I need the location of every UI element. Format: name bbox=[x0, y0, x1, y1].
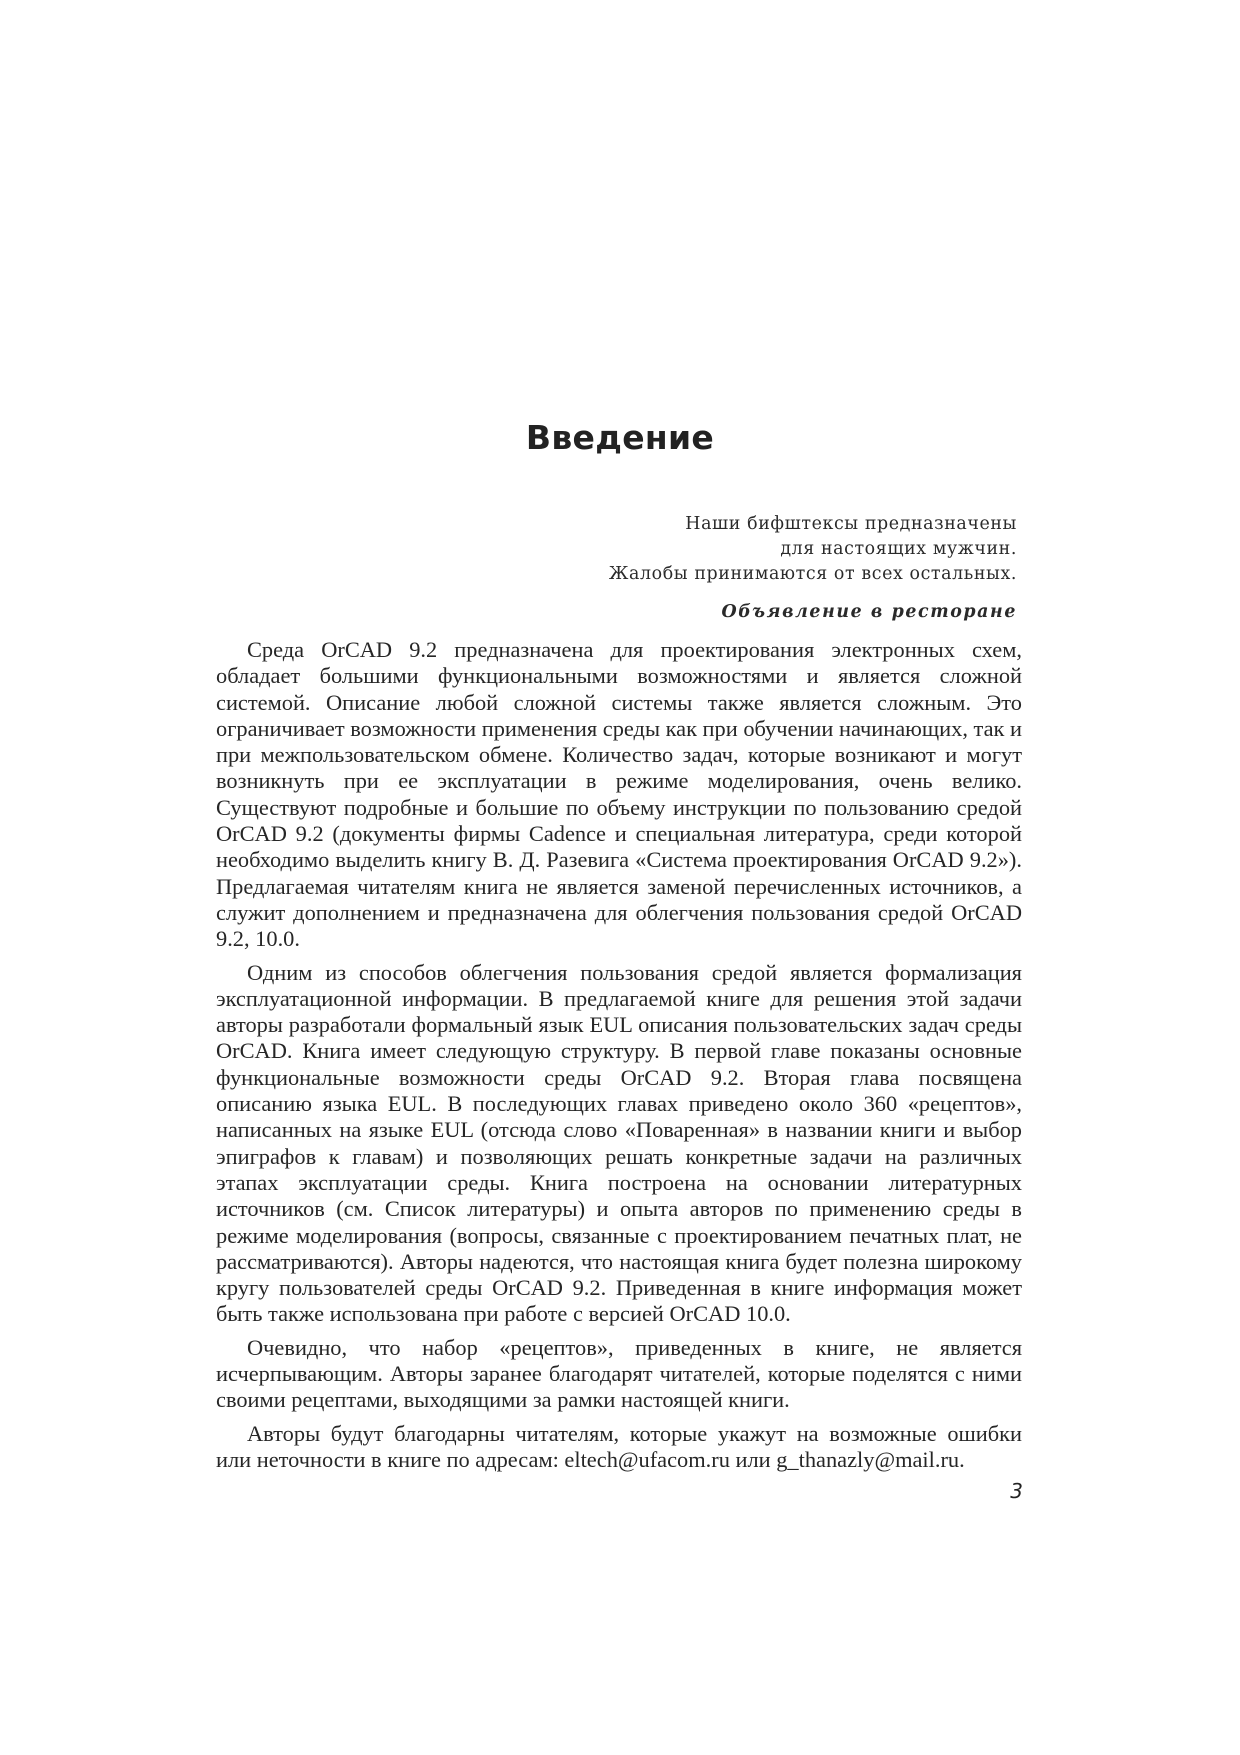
paragraph: Среда OrCAD 9.2 предназначена для проектирования электронных схем, обладает большими функциональными возможностями и является сложной системой. Описание любой сложной системы также является сложным. Это ограничивает возможности применения среды как при обучении начинающих, так и при межпользовательском обмене. Количество задач, которые возникают и могут возникнуть при ее эксплуатации в режиме моделирования, очень велико. Существуют подробные и большие по объему инструкции по пользованию средой OrCAD 9.2 (документы фирмы Cadence и специальная литература, среди которой необходимо выделить книгу В. Д. Разевига «Система проектирования OrCAD 9.2»). Предлагаемая читателям книга не является заменой перечисленных источников, а служит дополнением и предназначена для облегчения пользования средой OrCAD 9.2, 10.0. bbox=[216, 637, 1022, 952]
epigraph-line: Наши бифштексы предназначены bbox=[685, 514, 1017, 534]
paragraph: Очевидно, что набор «рецептов», приведенных в книге, не является исчерпывающим. Авторы заранее благодарят читателей, которые поделятся с ними своими рецептами, выходящими за рамки настоящей книги. bbox=[216, 1334, 1022, 1413]
body-text bbox=[216, 637, 1022, 1480]
epigraph-line: Жалобы принимаются от всех остальных. bbox=[608, 564, 1017, 584]
chapter-title: Введение bbox=[525, 418, 715, 457]
page-number: 3 bbox=[1010, 1479, 1023, 1503]
paragraph: Одним из способов облегчения пользования средой является формализация эксплуатационной информации. В предлагаемой книге для решения этой задачи авторы разработали формальный язык EUL описания пользовательских задач среды OrCAD. Книга имеет следующую структуру. В первой главе показаны основные функциональные возможности среды OrCAD 9.2. Вторая глава посвящена описанию языка EUL. В последующих главах приведено около 360 «рецептов», написанных на языке EUL (отсюда слово «Поваренная» в названии книги и выбор эпиграфов к главам) и позволяющих решать конкретные задачи на различных этапах эксплуатации среды. Книга построена на основании литературных источников (см. Список литературы) и опыта авторов по применению среды в режиме моделирования (вопросы, связанные с проектированием печатных плат, не рассматриваются). Авторы надеются, что настоящая книга будет полезна широкому кругу пользователей среды OrCAD 9.2. Приведенная в книге информация может быть также использована при работе с версией OrCAD 10.0. bbox=[216, 959, 1022, 1327]
epigraph bbox=[417, 512, 1017, 625]
epigraph-source: Объявление в ресторане bbox=[721, 602, 1017, 622]
paragraph: Авторы будут благодарны читателям, которые укажут на возможные ошибки или неточности в книге по адресам: eltech@ufacom.ru или g_thanazly@mail.ru. bbox=[216, 1420, 1022, 1472]
epigraph-line: для настоящих мужчин. bbox=[780, 539, 1017, 559]
